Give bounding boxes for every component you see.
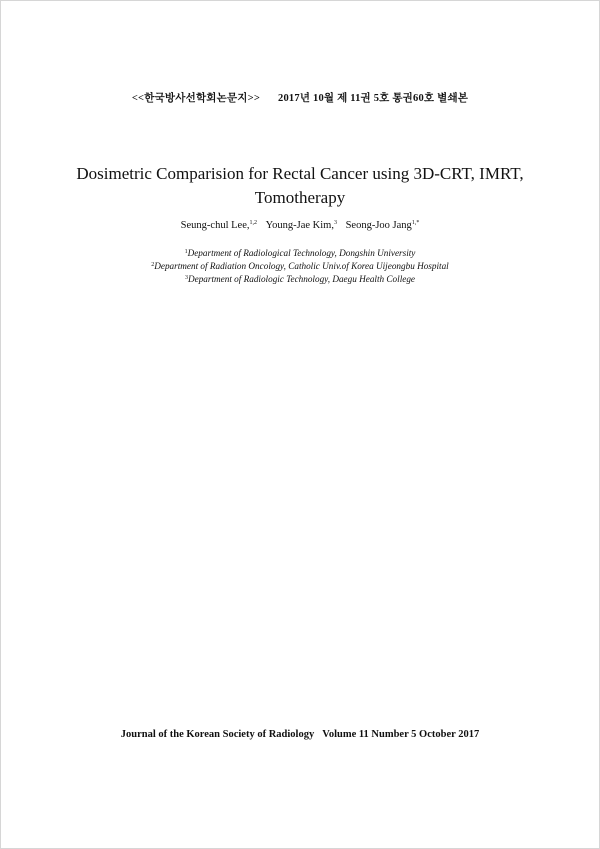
affiliation-text: Department of Radiological Technology, Dongshin University [187, 248, 416, 258]
affiliation-mark: 1 [184, 249, 188, 255]
title-line-2: Tomotherapy [254, 188, 346, 207]
volume-info: Volume 11 Number 5 October 2017 [322, 729, 480, 740]
author-3 [346, 220, 420, 231]
reprint-header [0, 90, 600, 105]
journal-name-english: Journal of the Korean Society of Radiology [120, 729, 315, 740]
affiliation-text: Department of Radiologic Technology, Daegu Health College [187, 274, 416, 284]
author-affiliation-mark: 1,* [411, 220, 420, 226]
author-affiliation-mark: 3 [333, 220, 337, 226]
affiliation-mark: 3 [184, 275, 188, 281]
affiliation-2 [0, 260, 600, 273]
author-2 [266, 220, 337, 231]
journal-name-korean: <<한국방사선학회논문지>> [131, 93, 261, 104]
affiliation-list [0, 247, 600, 286]
author-name: Seong-Joo Jang [345, 220, 412, 231]
affiliation-mark: 2 [151, 262, 155, 268]
affiliation-1 [0, 247, 600, 260]
author-list [0, 220, 600, 231]
affiliation-3 [0, 273, 600, 286]
paper-title [60, 162, 540, 210]
title-line-1: Dosimetric Comparision for Rectal Cancer using 3D-CRT, IMRT, [76, 164, 524, 183]
author-1 [181, 220, 257, 231]
affiliation-text: Department of Radiation Oncology, Catholic Univ.of Korea Uijeongbu Hospital [154, 261, 449, 271]
author-name: Seung-chul Lee, [180, 220, 250, 231]
journal-footer [0, 729, 600, 740]
author-affiliation-mark: 1,2 [249, 220, 257, 226]
issue-info: 2017년 10월 제 11권 5호 통권60호 별쇄본 [278, 93, 469, 104]
author-name: Young-Jae Kim, [265, 220, 334, 231]
